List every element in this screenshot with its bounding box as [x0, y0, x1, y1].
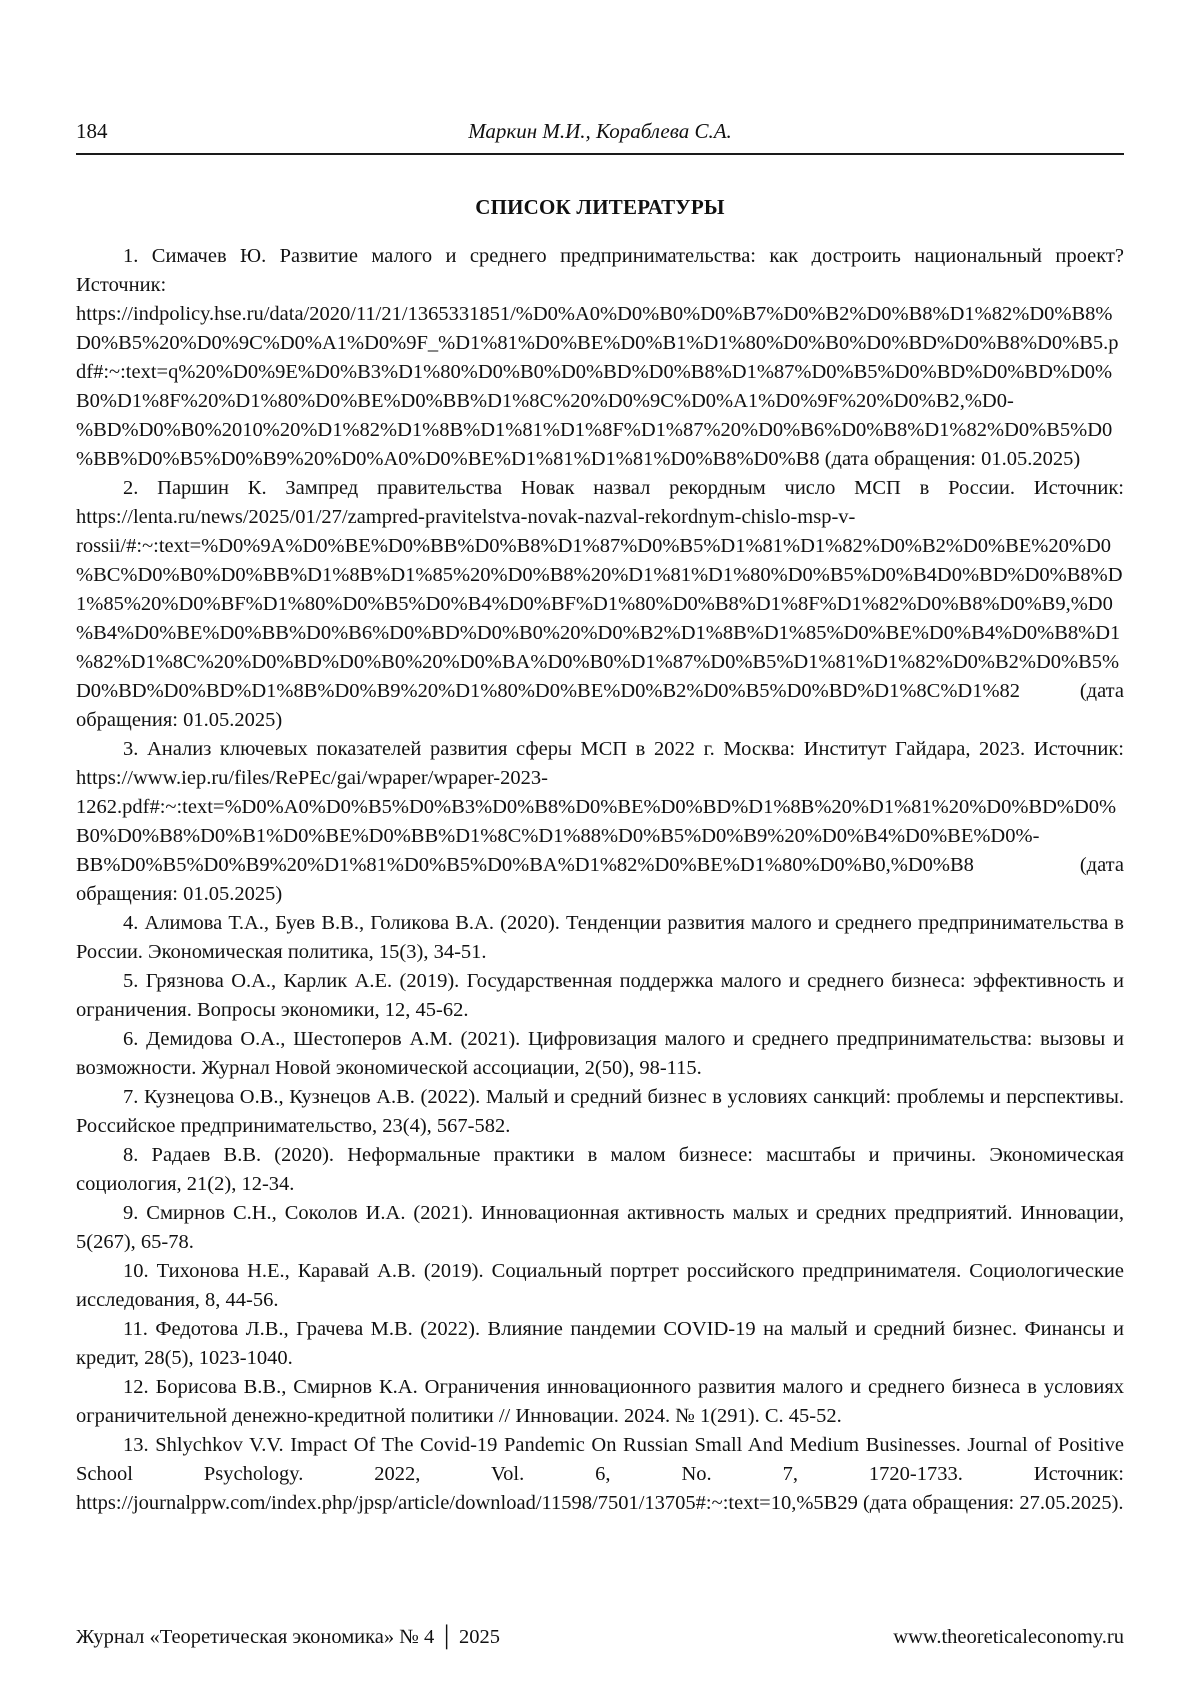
reference-item-8: 8. Радаев В.В. (2020). Неформальные практики в малом бизнесе: масштабы и причины. Экономическая социология, 21(2), 12-34. — [76, 1144, 1124, 1195]
reference-item-2: 2. Паршин К. Зампред правительства Новак назвал рекордным число МСП в России. Источник: https://lenta.ru/news/2025/01/27/zampred-pravitelstva-novak-nazval-rekordnym-chislo-msp-v-rossii/#:~:text=%D0%9A%D0%BE%D0%BB%D0%B8%D1%87%D0%B5%D1%81%D1%82%D0%B2%D0%BE%20%D0%BC%D0%B0%D0%BB%D1%8B%D1%85%20%D0%B8%20%D1%81%D1%80%D0%B5%D0%B4D0%BD%D0%B8%D1%85%20%D0%BF%D1%80%D0%B5%D0%B4%D0%BF%D1%80%D0%B8%D1%8F%D1%82%D0%B8%D0%B9,%D0%B4%D0%BE%D0%BB%D0%B6%D0%BD%D0%B0%20%D0%B2%D1%8B%D1%85%D0%BE%D0%B4%D0%B8%D1%82%D1%8C%20%D0%BD%D0%B0%20%D0%BA%D0%B0%D1%87%D0%B5%D1%81%D1%82%D0%B2%D0%B5%D0%BD%D0%BD%D1%8B%D0%B9%20%D1%80%D0%BE%D0%B2%D0%B5%D0%BD%D1%8C%D1%82 (дата обращения: 01.05.2025) — [76, 477, 1124, 731]
page-footer — [76, 1626, 1124, 1649]
reference-item-6: 6. Демидова О.А., Шестоперов А.М. (2021). Цифровизация малого и среднего предпринимательства: вызовы и возможности. Журнал Новой экономической ассоциации, 2(50), 98-115. — [76, 1028, 1124, 1079]
reference-item-3: 3. Анализ ключевых показателей развития сферы МСП в 2022 г. Москва: Институт Гайдара, 2023. Источник: https://www.iep.ru/files/RePEc/gai/wpaper/wpaper-2023-1262.pdf#:~:text=%D0%A0%D0%B5%D0%B3%D0%B8%D0%BE%D0%BD%D1%8B%20%D1%81%20%D0%BD%D0%B0%D0%B8%D0%B1%D0%BE%D0%BB%D1%8C%D1%88%D0%B5%D0%B9%20%D0%B4%D0%BE%D0%-BB%D0%B5%D0%B9%20%D1%81%D0%B5%D0%BA%D1%82%D0%BE%D1%80%D0%B0,%D0%B8 (дата обращения: 01.05.2025) — [76, 738, 1124, 905]
reference-item-5: 5. Грязнова О.А., Карлик А.Е. (2019). Государственная поддержка малого и среднего бизнеса: эффективность и ограничения. Вопросы экономики, 12, 45-62. — [76, 970, 1124, 1021]
journal-name: Журнал «Теоретическая экономика» № 4 │ 2025 — [76, 1626, 500, 1648]
website-url: www.theoreticaleconomy.ru — [893, 1626, 1124, 1648]
reference-item-10: 10. Тихонова Н.Е., Каравай А.В. (2019). Социальный портрет российского предпринимателя. Социологические исследования, 8, 44-56. — [76, 1260, 1124, 1311]
reference-item-1: 1. Симачев Ю. Развитие малого и среднего предпринимательства: как достроить национальный проект? Источник: https://indpolicy.hse.ru/data/2020/11/21/1365331851/%D0%A0%D0%B0%D0%B7%D0%B2%D0%B8%D1%82%D0%B8%D0%B5%20%D0%9C%D0%A1%D0%9F_%D1%81%D0%BE%D0%B1%D1%80%D0%B0%D0%BD%D0%B8%D0%B5.pdf#:~:text=q%20%D0%9E%D0%B3%D1%80%D0%B0%D0%BD%D0%B8%D1%87%D0%B5%D0%BD%D0%BD%D0%B0%D1%8F%20%D1%80%D0%BE%D0%BB%D1%8C%20%D0%9C%D0%A1%D0%9F%20%D0%B2,%D0-%BD%D0%B0%2010%20%D1%82%D1%8B%D1%81%D1%8F%D1%87%20%D0%B6%D0%B8%D1%82%D0%B5%D0%BB%D0%B5%D0%B9%20%D0%A0%D0%BE%D1%81%D1%81%D0%B8%D0%B8 (дата обращения: 01.05.2025) — [76, 245, 1124, 470]
section-title: СПИСОК ЛИТЕРАТУРЫ — [475, 195, 725, 219]
reference-item-4: 4. Алимова Т.А., Буев В.В., Голикова В.А. (2020). Тенденции развития малого и среднего предпринимательства в России. Экономическая политика, 15(3), 34-51. — [76, 912, 1124, 963]
reference-item-11: 11. Федотова Л.В., Грачева М.В. (2022). Влияние пандемии COVID-19 на малый и средний бизнес. Финансы и кредит, 28(5), 1023-1040. — [76, 1318, 1124, 1369]
reference-list — [76, 242, 1124, 1518]
running-title: Маркин М.И., Кораблева С.А. — [468, 119, 732, 143]
reference-item-12: 12. Борисова В.В., Смирнов К.А. Ограничения инновационного развития малого и среднего бизнеса в условиях ограничительной денежно-кредитной политики // Инновации. 2024. № 1(291). С. 45-52. — [76, 1376, 1124, 1427]
reference-item-7: 7. Кузнецова О.В., Кузнецов А.В. (2022). Малый и средний бизнес в условиях санкций: проблемы и перспективы. Российское предпринимательство, 23(4), 567-582. — [76, 1086, 1124, 1137]
reference-item-13: 13. Shlychkov V.V. Impact Of The Covid-19 Pandemic On Russian Small And Medium Businesses. Journal of Positive School Psychology. 2022, Vol. 6, No. 7, 1720-1733. Источник: https://journalppw.com/index.php/jpsp/article/download/11598/7501/13705#:~:text=10,%5B29 (дата обращения: 27.05.2025). — [76, 1434, 1124, 1514]
reference-item-9: 9. Смирнов С.Н., Соколов И.А. (2021). Инновационная активность малых и средних предприятий. Инновации, 5(267), 65-78. — [76, 1202, 1124, 1253]
page-header — [76, 118, 1124, 155]
page-number: 184 — [76, 119, 108, 143]
